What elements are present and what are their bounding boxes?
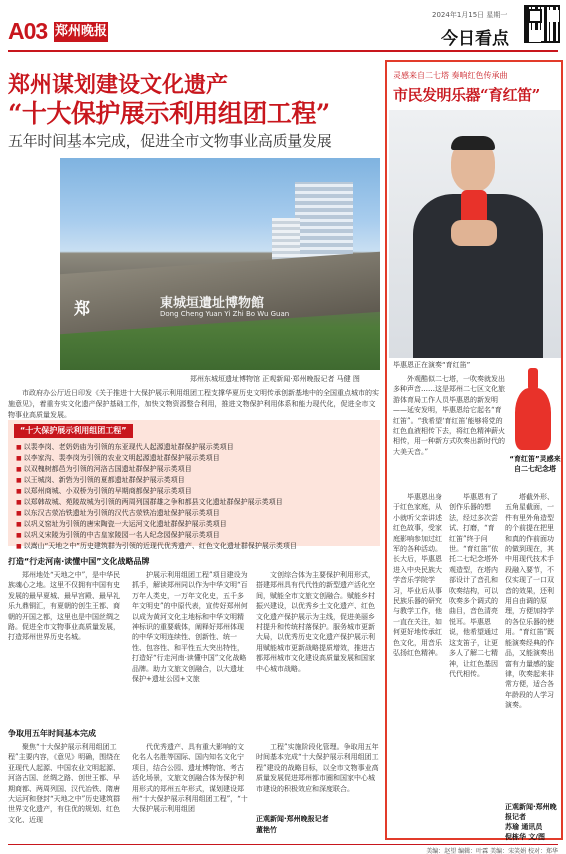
feature-byline-label: 正观新闻·郑州晚报记者 — [505, 803, 557, 821]
museum-sign-logo: 郑 — [74, 299, 90, 318]
feature-column-1: 毕惠恩出身于红色家庭，从小就听父亲讲述红色故事，受家庭影响参加过红军的各种活动。长大后，毕惠恩进入中央民族大学音乐学院学习，毕业后从事民族乐器的研究与教学工作，他一直在关注，如何更好地传承红色文化，用音乐弘扬红色精神。 — [393, 493, 442, 658]
museum-photo — [60, 158, 380, 370]
feature-photo-caption: 毕惠恩正在演奏“育红笛” — [393, 361, 471, 369]
body-column-5: 代优秀遗产、具有重大影响的文化名人名胜等国际、国内知名文化宁项目，结合公园、遗址博物馆、考古活化场景，文旅文创融合体为保护利用形式的郑州五年形式，谋划建设郑州“十大保护展示利用组团工程”，“十大保护展示利用组团 — [132, 743, 248, 814]
red-flute-icon — [511, 368, 555, 450]
list-item: ■ 以巩义宋陵为引领的中古皇家陵园一名人纪念园保护展示类项目 — [16, 530, 376, 541]
newspaper-logo: 郑州晚报 — [54, 22, 108, 42]
page-header — [0, 0, 566, 56]
musician-photo — [389, 110, 561, 358]
article-subhead: 五年时间基本完成，促进全市文物事业高质量发展 — [8, 132, 332, 150]
projects-list — [16, 442, 376, 552]
body-column-1: 郑州地处“天地之中”，是中华民族魂心之地。这里不仅拥有中国有史发展的最早夏城、最早宫殿、最早礼乐九鼎铜汇，有夏朝的创生王都、商朝的开国之都，这里也是中国丝绸之路。促进全市文物事业高质量发展，打造郑州世界历史名城。 — [8, 571, 121, 642]
feature-column-3: 塔截外形、五角星截面，一件有里外角造型的个前提在把里和真的作前面功的做到现在，其中用现代技术手段融入要节，不仅实现了一口双音的效果，还利用自由调的原理，方便加持学的各位乐器的使用。“育红笛”既能演奏经典的作品，又能演奏出富有力量感的旋律，吹奏起来非常方便，适合各年龄段的人学习演奏。 — [505, 493, 555, 710]
flute-body — [515, 388, 551, 450]
feature-byline-reporter: 苏瑜 通讯员 — [505, 823, 543, 831]
list-item: ■ 以王城岗、新砦为引领的夏都遗址群保护展示类项目 — [16, 475, 376, 486]
byline-author: 董艳竹 — [256, 826, 277, 834]
list-item: ■ 以李家沟、裴李岗为引领的农业文明起源遗址群保护展示类项目 — [16, 453, 376, 464]
article-kicker: 郑州谋划建设文化遗产 — [8, 72, 229, 98]
body-column-3: 文创综合体为主要保护利用形式，搭建郑州具有代代性的新型遗产活化空间，赋能全市文旅文创融合。赋能乡村振兴建设，以优秀乡土文化遗产、红色文化遗产保护展示为主线，促进美丽乡村提升和传统村落保护。服务城市更新大局，以优秀历史文化遗产保护展示利用赋能城市更新战略提质增效，推进古都郑州城市文化建设高质量发展和国家中心城市战略。 — [256, 571, 375, 673]
list-item: ■ 以郑州商城、小双桥为引领的早期商都保护展示类项目 — [16, 486, 376, 497]
section-title: 今日看点 — [441, 29, 509, 49]
qr-code-icon[interactable] — [524, 5, 560, 43]
feature-byline-author: 倪栋华 文/图 — [505, 833, 545, 841]
body-column-2: 护展示利用组团工程”项目建设为抓手，解读郑州同以作为中华文明“百万年人类史，一万年文化史，五千多年文明史”的中原代表，宣传好郑州何以成为黄河文化主地标和中华文明精神标识的重要载体，阐释好郑州体现的中华文明连续性、创新性、统一性、包容性、和平性五大突出特性，打造好“行走河南·读懂中国”文化战略品牌。助力文旅文创融合，以大遗址保护+遗址公园+文旅 — [132, 571, 248, 684]
list-item: ■ 以双槐树都邑为引领的河洛古国遗址群保护展示类项目 — [16, 464, 376, 475]
feature-column-2: 毕惠恩有了创作乐器的想法，经过多次尝试、打磨，“育红笛”终于问世。“育红笛”依托二七纪念塔外观造型，在塔内部设计了音孔和吹奏结构，可以吹奏多个调式的曲目，音色清亮悦耳。毕惠恩说，他希望通过这支笛子，让更多人了解二七精神，让红色基因代代相传。 — [449, 493, 499, 678]
flute-caption: “育红笛”灵感来自二七纪念塔 — [509, 455, 561, 473]
byline-label: 正观新闻·郑州晚报记者 — [256, 815, 329, 823]
projects-box — [8, 420, 380, 550]
list-item: ■ 以裴李岗、老奶奶庙为引领的东亚现代人起源遗址群保护展示类项目 — [16, 442, 376, 453]
section-heading-2: 争取用五年时间基本完成 — [8, 729, 96, 738]
footer-rule — [8, 844, 558, 845]
hair — [451, 136, 495, 150]
feature-kicker: 灵感来自二七塔 奏响红色传承曲 — [393, 71, 508, 80]
list-item: ■ 以嵩山“天地之中”历史建筑群为引领的近现代优秀遗产、红色文化遗址群保护展示类项目 — [16, 541, 376, 552]
hands — [451, 220, 497, 246]
section-heading-1: 打造“行走河南·读懂中国”文化战略品牌 — [8, 557, 150, 566]
flute-neck — [528, 368, 538, 390]
feature-lead: 外观酷似二七塔，一吹奏就发出多种声音……这是郑州二七区文化旅游体育局工作人员毕惠恩的新发明——延安发明，毕惠恩给它起名“育红笛”。“我希望‘育红笛’能够将党的红色血液相传下去，将红色精神薪火相传，用一种新方式吹奏出新时代的大美天音。” — [393, 375, 505, 456]
footer-credits: 美编：赵望 编辑：叶霖 美编：宋笑娟 校对：郑华 — [426, 848, 558, 854]
body-column-6: 工程”实施阶段化管理。争取用五年时间基本完成“十大保护展示利用组团工程”建设的战略目标，以全市文物事业高质量发展促进郑州都市圈和国家中心城市建设的积极效应和深度联合。 — [256, 743, 379, 793]
museum-sign-pinyin: Dong Cheng Yuan Yi Zhi Bo Wu Guan — [160, 310, 290, 318]
list-item: ■ 以巩义窑址为引领的唐宋陶瓷一大运河文化遗址群保护展示类项目 — [16, 519, 376, 530]
issue-date: 2024年1月15日 星期一 — [432, 11, 508, 19]
feature-byline — [505, 802, 561, 842]
photo-caption: 郑州东城垣遗址博物馆 正观新闻·郑州晚报记者 马健 图 — [190, 375, 360, 383]
list-item: ■ 以东汉古荥冶铁遗址为引领的汉代古荥铁冶遗址保护展示类项目 — [16, 508, 376, 519]
feature-title: 市民发明乐器“育红笛” — [393, 86, 540, 104]
header-rule — [8, 50, 558, 52]
page-number: A03 — [8, 18, 48, 44]
feature-box — [385, 60, 563, 840]
article-headline: “十大保护展示利用组团工程” — [8, 99, 330, 128]
list-item: ■ 以郑韩故城、苑陵故城为引领的两周列国群雄之争和都县文化遗址群保护展示类项目 — [16, 497, 376, 508]
museum-sign-name: 東城垣遺址博物館 — [160, 296, 265, 311]
body-column-4: 聚焦“十大保护展示利用组团工程”主要内容，《意见》明确，围绕在亚现代人起源、中国农业文明起源、河洛古国、丝绸之路、创世王都、早期商都、两周列国、汉代冶铁、隋唐大运河和登封“天地之中”历史建筑群世界文化遗产，有住优的规划、红色文化、近现 — [8, 743, 121, 824]
projects-box-title: “十大保护展示利用组团工程” — [14, 424, 133, 438]
article-lead: 市政府办公厅近日印发《关于推进十大保护展示利用组团工程支撑华夏历史文明传承创新基地中的全国重点城市的实施意见》，着重夯实文化遗产保护基础工作，加快文物资源整合利用，推进文物保护利用体系和能力现代化，促进全市文物事业高质量发展。 — [8, 389, 379, 419]
